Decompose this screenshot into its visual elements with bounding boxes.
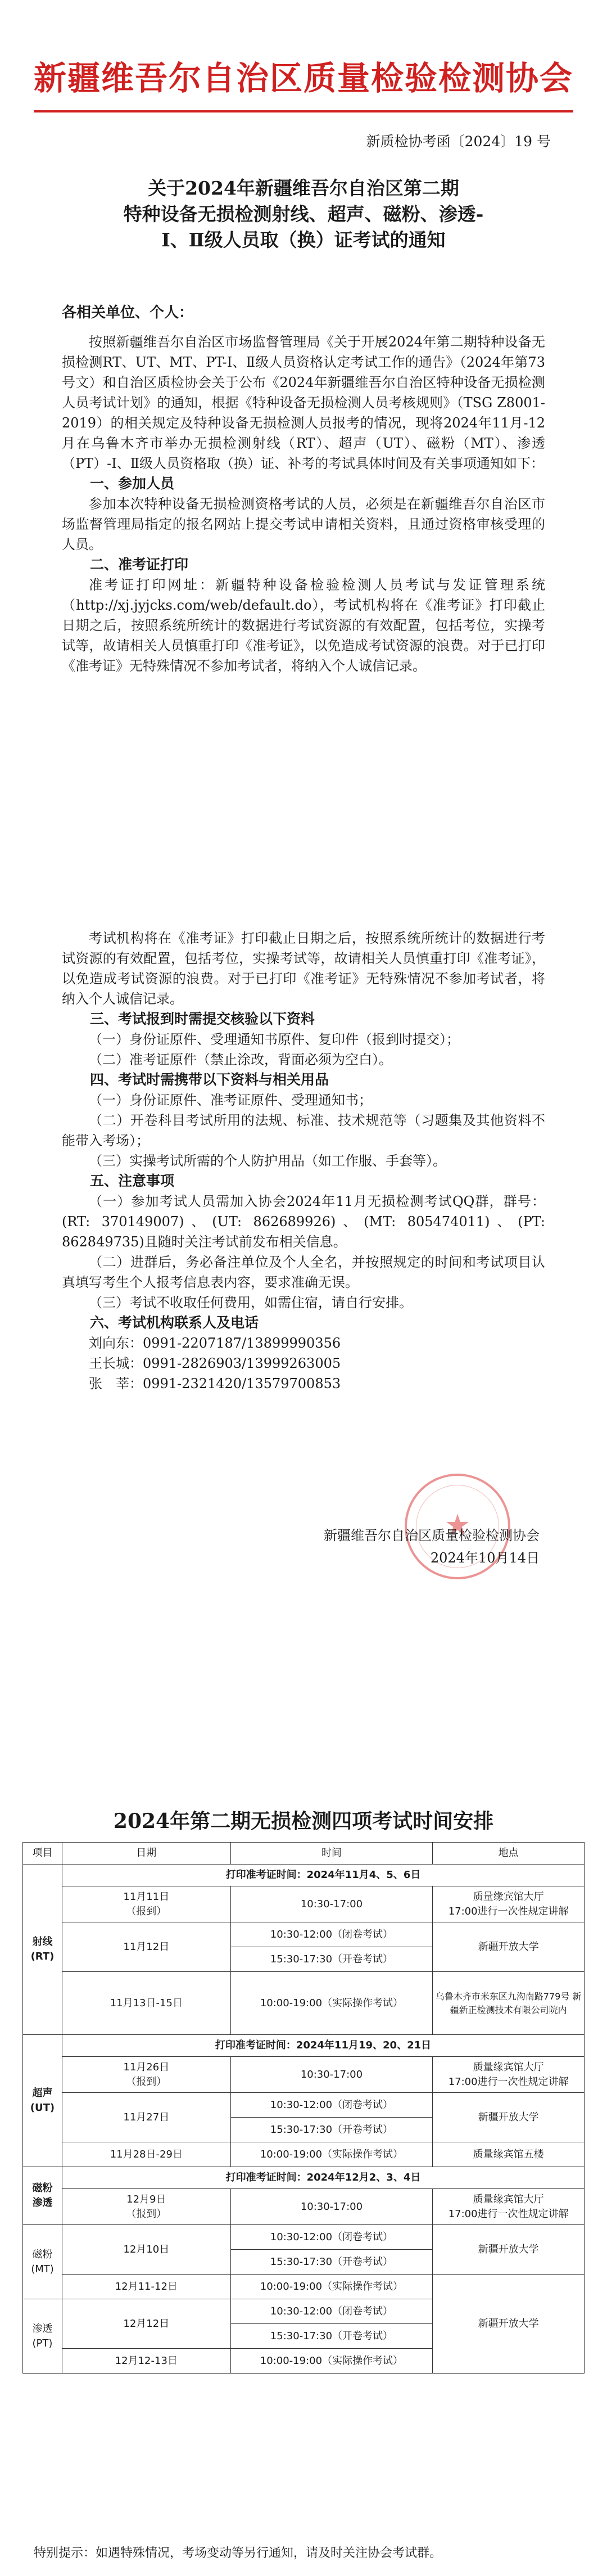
title-line-1: 关于2024年新疆维吾尔自治区第二期 xyxy=(148,177,459,199)
page-2 xyxy=(0,821,607,1721)
section-1-heading: 一、参加人员 xyxy=(90,475,175,492)
document-number: 新质检协考函〔2024〕19 号 xyxy=(366,133,551,150)
location-cell: 新疆开放大学 xyxy=(433,1922,585,1972)
location-cell: 乌鲁木齐市米东区九沟南路779号 新疆新正检测技术有限公司院内 xyxy=(433,1972,585,2035)
salutation: 各相关单位、个人： xyxy=(62,304,194,321)
print-window-mtpt: 打印准考证时间：2024年12月2、3、4日 xyxy=(62,2167,584,2189)
section-4-item-1: （一）身份证原件、准考证原件、受理通知书； xyxy=(89,1092,372,1108)
section-4-item-2: （二）开卷科目考试所用的法规、标准、技术规范等（习题集及其他资料不能带入考场）； xyxy=(62,1113,545,1149)
table-row xyxy=(23,1886,585,1922)
table-row xyxy=(23,2093,585,2118)
date-cell: 11月11日 （报到） xyxy=(62,1886,230,1922)
col-header: 地点 xyxy=(433,1843,585,1865)
time-cell: 10:30-12:00（闭卷考试） xyxy=(230,2093,433,2118)
section-5-item-2: （二）进群后，务必备注单位及个人全名，并按照规定的时间和考试项目认真填写考生个人报考信息表内容，要求准确无误。 xyxy=(62,1254,545,1290)
time-cell: 10:00-19:00（实际操作考试） xyxy=(230,2142,433,2167)
contact-1: 刘向东：0991-2207187/13899990356 xyxy=(89,1335,341,1351)
table-row xyxy=(23,2142,585,2167)
col-header: 日期 xyxy=(62,1843,230,1865)
location-cell: 质量缘宾馆大厅 17:00进行一次性规定讲解 xyxy=(433,1886,585,1922)
schedule-table xyxy=(22,1842,585,2374)
time-cell: 10:00-19:00（实际操作考试） xyxy=(230,2275,433,2299)
table-row xyxy=(23,2189,585,2225)
title-line-2: 特种设备无损检测射线、超声、磁粉、渗透- xyxy=(123,203,484,225)
section-3-heading: 三、考试报到时需提交核验以下资料 xyxy=(90,1011,315,1027)
contact-2: 王长城：0991-2826903/13999263005 xyxy=(89,1355,341,1371)
page1-body xyxy=(62,332,545,674)
section-1-text: 参加本次特种设备无损检测资格考试的人员，必须是在新疆维吾尔自治区市场监督管理局指定的报名网站上提交考试申请相关资料，且通过资格审核受理的人员。 xyxy=(62,496,545,552)
section-4-item-3: （三）实操考试所需的个人防护用品（如工作服、手套等）。 xyxy=(89,1153,446,1169)
table-row xyxy=(23,2057,585,2093)
print-window-ut: 打印准考证时间：2024年11月19、20、21日 xyxy=(62,2035,584,2057)
table-row xyxy=(23,1865,585,1886)
time-cell: 10:30-17:00 xyxy=(230,2057,433,2093)
time-cell: 15:30-17:30（开卷考试） xyxy=(230,2118,433,2142)
location-cell: 质量缘宾馆大厅 17:00进行一次性规定讲解 xyxy=(433,2057,585,2093)
table-row xyxy=(23,1972,585,2001)
signature-block xyxy=(324,1524,540,1569)
page-1 xyxy=(0,0,607,821)
table-row xyxy=(23,1922,585,1947)
time-cell: 10:30-12:00（闭卷考试） xyxy=(230,1922,433,1947)
contact-3: 张 莘：0991-2321420/13579700853 xyxy=(89,1376,341,1391)
time-cell: 10:30-17:00 xyxy=(230,1886,433,1922)
header-rule xyxy=(34,110,573,112)
sign-date: 2024年10月14日 xyxy=(430,1550,540,1566)
mp-label: 磁粉 渗透 xyxy=(23,2167,62,2225)
table-row xyxy=(23,2167,585,2189)
mt-label: 磁粉 (MT) xyxy=(23,2225,62,2299)
pt-label: 渗透 (PT) xyxy=(23,2299,62,2374)
location-cell: 新疆开放大学 xyxy=(433,2093,585,2142)
time-cell: 10:00-19:00（实际操作考试） xyxy=(230,2349,433,2374)
section-5-item-3: （三）考试不收取任何费用，如需住宿，请自行安排。 xyxy=(89,1295,413,1310)
special-note: 特别提示：如遇特殊情况，考场变动等另行通知，请及时关注协会考试群。 xyxy=(34,2546,442,2560)
intro-paragraph: 按照新疆维吾尔自治区市场监督管理局《关于开展2024年第二期特种设备无损检测RT、UT、MT、PT-Ⅰ、Ⅱ级人员资格认定考试工作的通告》（2024年第73号文）和自治区质检协会关于公布《2024年新疆维吾尔自治区特种设备无损检测人员考试计划》的通知，根据《特种设备无损检测人员考核规则》（TSG Z8001-2019）的相关规定及特种设备无损检测人员报考的情况，现将2024年11月-12月在乌鲁木齐市举办无损检测射线（RT）、超声（UT）、磁粉（MT）、渗透（PT）-Ⅰ、Ⅱ级人员资格取（换）证、补考的考试具体时间及有关事项通知如下： xyxy=(62,334,545,471)
time-cell: 10:30-12:00（闭卷考试） xyxy=(230,2299,433,2324)
section-3-item-2: （二）准考证原件（禁止涂改，背面必须为空白）。 xyxy=(89,1052,392,1068)
date-cell: 11月27日 xyxy=(62,2093,230,2142)
time-cell: 15:30-17:30（开卷考试） xyxy=(230,2250,433,2275)
table-row xyxy=(23,2225,585,2250)
rt-label: 射线 (RT) xyxy=(23,1865,62,2035)
location-cell: 质量缘宾馆大厅 17:00进行一次性规定讲解 xyxy=(433,2189,585,2225)
schedule-title: 2024年第二期无损检测四项考试时间安排 xyxy=(113,1809,494,1833)
date-cell: 11月26日 （报到） xyxy=(62,2057,230,2093)
section-4-heading: 四、考试时需携带以下资料与相关用品 xyxy=(90,1071,329,1088)
time-cell: 15:30-17:30（开卷考试） xyxy=(230,2324,433,2349)
ut-label: 超声 (UT) xyxy=(23,2035,62,2167)
org-header: 新疆维吾尔自治区质量检验检测协会 xyxy=(33,59,573,97)
admit-card-paragraph: 考试机构将在《准考证》打印截止日期之后，按照系统所统计的数据进行考试资源的有效配置，包括考位，实操考试等，故请相关人员慎重打印《准考证》，以免造成考试资源的浪费。对于已打印《准考证》无特殊情况不参加考试者，将纳入个人诚信记录。 xyxy=(62,930,545,1007)
col-header: 项目 xyxy=(23,1843,62,1865)
date-cell: 12月11-12日 xyxy=(62,2275,230,2299)
date-cell: 12月12-13日 xyxy=(62,2349,230,2374)
section-3-item-1: （一）身份证原件、受理通知书原件、复印件（报到时提交）； xyxy=(89,1032,460,1047)
table-row xyxy=(23,2035,585,2057)
time-cell: 15:30-17:30（开卷考试） xyxy=(230,1947,433,1972)
location-cell: 新疆开放大学 xyxy=(433,2275,585,2374)
document-title xyxy=(79,175,528,253)
location-cell: 质量缘宾馆五楼 xyxy=(433,2142,585,2167)
title-line-3: Ⅰ、Ⅱ级人员取（换）证考试的通知 xyxy=(161,229,446,251)
date-cell: 11月13日-15日 xyxy=(62,1972,230,2035)
date-cell: 12月12日 xyxy=(62,2299,230,2349)
page2-body xyxy=(62,928,545,1394)
date-cell: 12月9日 （报到） xyxy=(62,2189,230,2225)
date-cell: 12月10日 xyxy=(62,2225,230,2275)
date-cell: 11月12日 xyxy=(62,1922,230,1972)
time-cell: 10:00-19:00（实际操作考试） xyxy=(230,1972,433,2035)
section-2-text: 准考证打印网址：新疆特种设备检验检测人员考试与发证管理系统（http://xj.jyjcks.com/web/default.do），考试机构将在《准考证》打印截止日期之后，按照系统所统计的数据进行考试资源的有效配置，包括考位，实操考试等，故请相关人员慎重打印《准考证》，以免造成考试资源的浪费。对于已打印《准考证》无特殊情况不参加考试者，将纳入个人诚信记录。 xyxy=(62,577,545,674)
location-cell: 新疆开放大学 xyxy=(433,2225,585,2275)
print-window-rt: 打印准考证时间：2024年11月4、5、6日 xyxy=(62,1865,584,1886)
col-header: 时间 xyxy=(230,1843,433,1865)
page-3 xyxy=(0,1721,607,2576)
section-5-item-1: （一）参加考试人员需加入协会2024年11月无损检测考试QQ群，群号：(RT: 370149007)、(UT: 862689926)、(MT: 805474011)、(PT: 862849735)且随时关注考试前发布相关信息。 xyxy=(62,1194,545,1250)
section-2-heading: 二、准考证打印 xyxy=(90,556,189,573)
table-header-row xyxy=(23,1843,585,1865)
section-6-heading: 六、考试机构联系人及电话 xyxy=(90,1314,259,1331)
time-cell: 10:30-17:00 xyxy=(230,2189,433,2225)
time-cell: 10:30-12:00（闭卷考试） xyxy=(230,2225,433,2250)
sign-org: 新疆维吾尔自治区质量检验检测协会 xyxy=(324,1528,540,1543)
date-cell: 11月28日-29日 xyxy=(62,2142,230,2167)
section-5-heading: 五、注意事项 xyxy=(90,1173,175,1189)
table-row xyxy=(23,2275,585,2299)
